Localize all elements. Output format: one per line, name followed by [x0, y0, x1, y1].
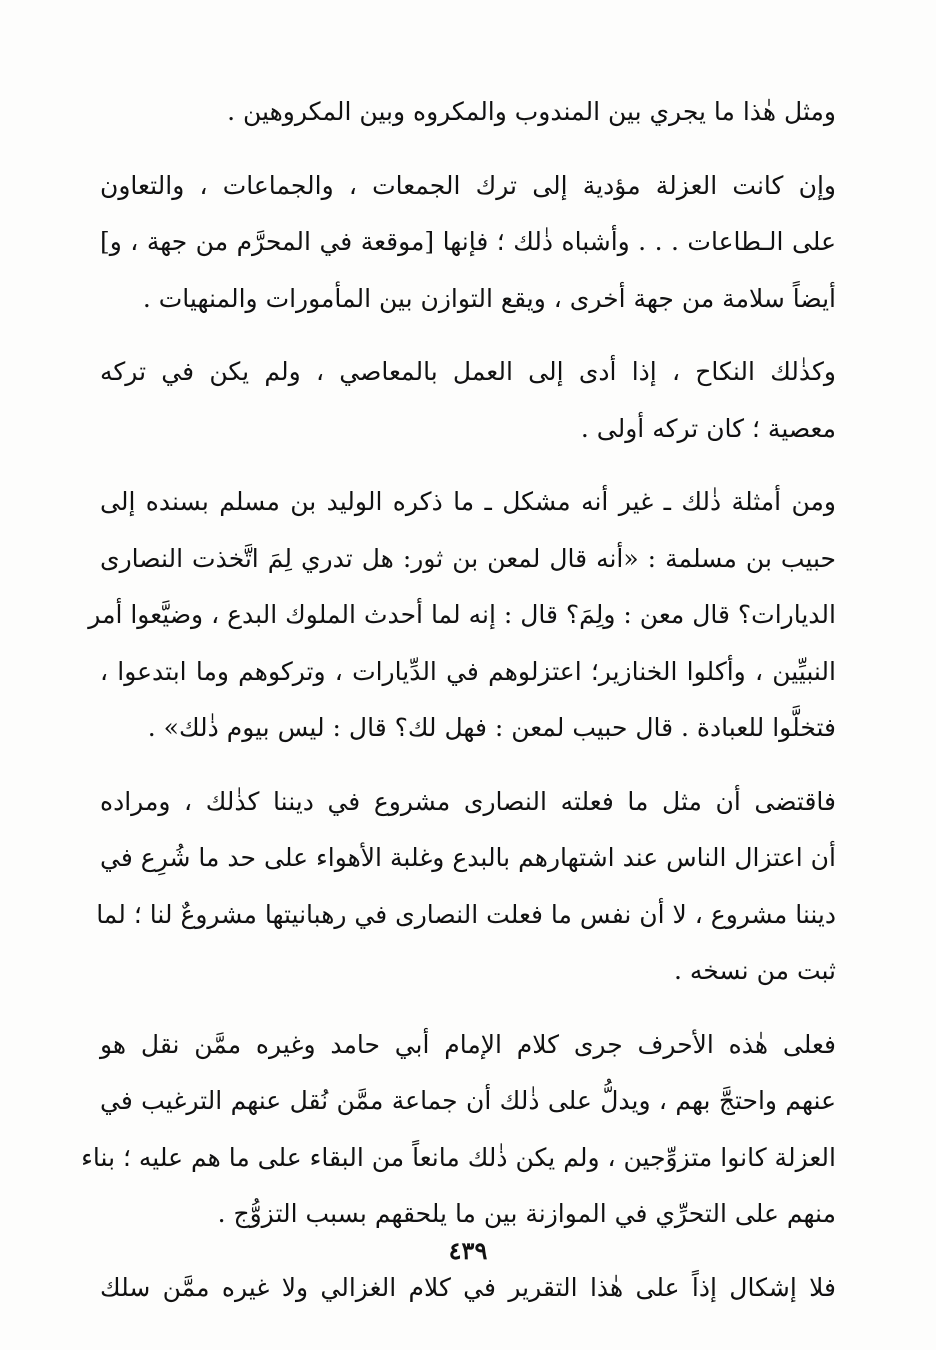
- text-line: ثبت من نسخه .: [673, 956, 836, 985]
- text-line: وإن كانت العزلة مؤدية إلى ترك الجمعات ، والجماعات ، والتعاون: [100, 170, 836, 200]
- text-line: النبيِّين ، وأكلوا الخنازير؛ اعتزلوهم في الدِّيارات ، وتركوهم وما ابتدعوا ،: [100, 656, 836, 686]
- text-line: فلا إشكال إذاً على هٰذا التقرير في كلام الغزالي ولا غيره ممَّن سلك: [100, 1272, 836, 1302]
- text-line: ديننا مشروع ، لا أن نفس ما فعلت النصارى في رهبانيتها مشروعٌ لنا ؛ لما: [96, 899, 836, 929]
- text-line: ومن أمثلة ذٰلك ـ غير أنه مشكل ـ ما ذكره الوليد بن مسلم بسنده إلى: [100, 487, 836, 516]
- paragraph-2: [100, 158, 836, 328]
- page-body-text: [81, 84, 836, 1333]
- page-number: ٤٣٩: [448, 1236, 488, 1265]
- paragraph-7: [100, 1260, 836, 1317]
- text-line: أن اعتزال الناس عند اشتهارهم بالبدع وغلبة الأهواء على حد ما شُرِع في: [100, 843, 836, 872]
- paragraph-5: [96, 774, 836, 1000]
- text-line: منهم على التحرِّي في الموازنة بين ما يلحقهم بسبب التزوُّج .: [217, 1199, 836, 1228]
- text-line: على الـطاعات . . . وأشباه ذٰلك ؛ فإنها [موقعة في المحرَّم من جهة ، و]: [100, 227, 836, 256]
- text-line: عنهم واحتجَّ بهم ، ويدلُّ على ذٰلك أن جماعة ممَّن نُقل عنهم الترغيب في: [100, 1086, 836, 1115]
- paragraph-4: [88, 474, 836, 757]
- text-line: أيضاً سلامة من جهة أخرى ، ويقع التوازن بين المأمورات والمنهيات .: [142, 283, 836, 313]
- text-line: ومثل هٰذا ما يجري بين المندوب والمكروه وبين المكروهين .: [227, 97, 836, 126]
- text-line: الديارات؟ قال معن : ولِمَ؟ قال : إنه لما أحدث الملوك البدع ، وضيَّعوا أمر: [88, 600, 836, 629]
- text-line: فعلى هٰذه الأحرف جرى كلام الإمام أبي حامد وغيره ممَّن نقل هو: [100, 1029, 836, 1059]
- paragraph-1: [100, 84, 836, 141]
- text-line: فاقتضى أن مثل ما فعلته النصارى مشروع في ديننا كذٰلك ، ومراده: [100, 786, 836, 816]
- text-line: العزلة كانوا متزوِّجين ، ولم يكن ذٰلك مانعاً من البقاء على ما هم عليه ؛ بناء: [81, 1142, 836, 1172]
- paragraph-6: [81, 1017, 836, 1243]
- text-line: فتخلَّوا للعبادة . قال حبيب لمعن : فهل لك؟ قال : ليس بيوم ذٰلك» .: [147, 713, 836, 742]
- text-line: وكذٰلك النكاح ، إذا أدى إلى العمل بالمعاصي ، ولم يكن في تركه: [100, 357, 836, 386]
- paragraph-3: [100, 344, 836, 457]
- text-line: معصية ؛ كان تركه أولى .: [580, 413, 836, 443]
- text-line: حبيب بن مسلمة : «أنه قال لمعن بن ثور: هل تدري لِمَ اتَّخذت النصارى: [100, 543, 836, 573]
